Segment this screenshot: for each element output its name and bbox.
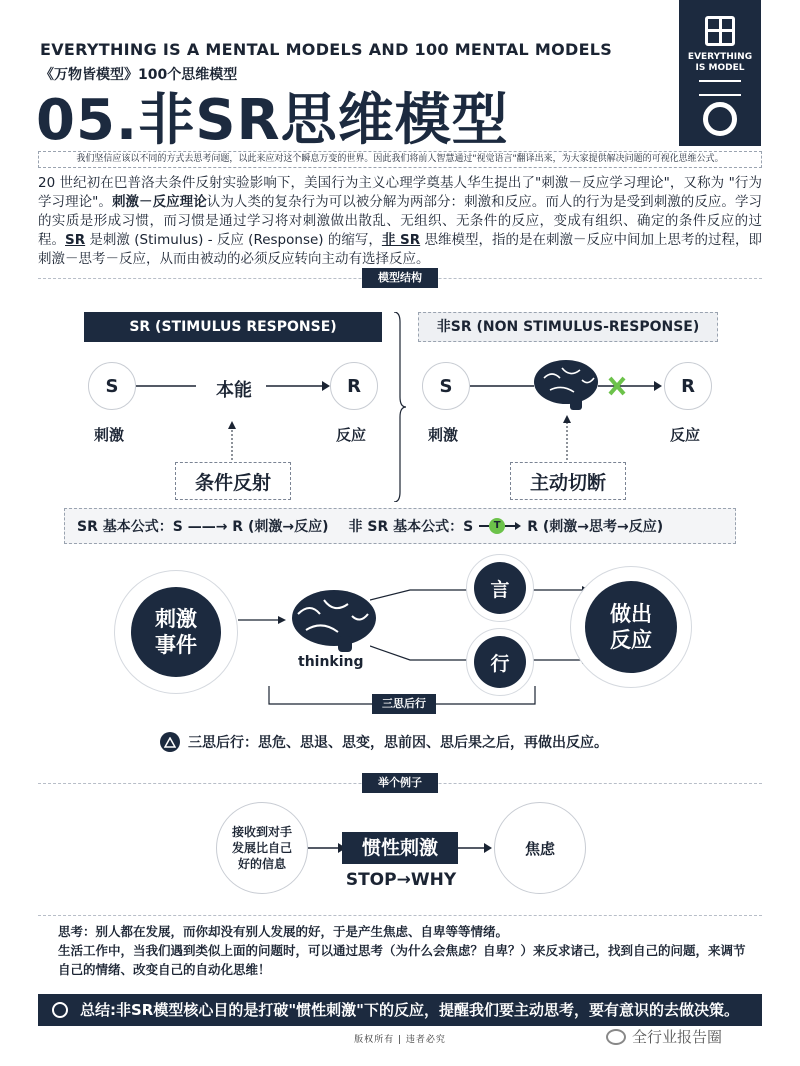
intro-bold-sr: SR: [65, 232, 86, 248]
three-think-note: [160, 732, 608, 752]
nonsr-formula-end: R (刺激→思考→反应): [527, 519, 664, 535]
t-node-icon: T: [489, 518, 505, 534]
nonsr-s-label: S: [439, 375, 453, 397]
nonsr-r-label: R: [681, 375, 695, 397]
speech-node: [474, 562, 526, 614]
event-label: 刺激事件: [155, 607, 197, 657]
action-node: [474, 636, 526, 688]
intro-paragraph: [38, 174, 762, 269]
example-info-node: [216, 802, 308, 894]
chinese-subheading: 《万物皆模型》100个思维模型: [40, 67, 238, 83]
sr-formula: SR 基本公式：S ——→ R (刺激→反应): [77, 519, 329, 535]
brace-icon: [392, 312, 408, 502]
brand-bar-icon: [699, 80, 741, 96]
english-heading: EVERYTHING IS A MENTAL MODELS AND 100 MENTAL MODELS: [40, 40, 613, 59]
brand-logo-icon: [705, 16, 735, 46]
formula-bar: [64, 508, 736, 544]
intro-bold-theory: 刺激－反应理论: [111, 194, 207, 210]
thinking-paragraph: [58, 922, 748, 979]
react-label: 做出反应: [610, 602, 652, 652]
event-node: [131, 587, 221, 677]
t-arrow-head: [515, 522, 521, 530]
three-think-tag: 三思后行: [372, 694, 436, 714]
nonsr-formula-start: 非 SR 基本公式：S: [348, 519, 474, 535]
active-cut-box: [510, 462, 626, 500]
brand-text-line1: EVERYTHING: [687, 52, 753, 62]
nonsr-header: 非SR (NON STIMULUS-RESPONSE): [418, 312, 718, 342]
event-outer-ring: [114, 570, 238, 694]
warning-icon: [160, 732, 180, 752]
intro-text-4: 思维模型，指的是在刺激－反应中间加上思考的过程，即刺激－思考－反应，从而由被动的必须反应转向主动有选择反应。: [38, 232, 763, 267]
speech-label: 言: [490, 578, 510, 601]
t-arrow-line-right: [505, 525, 515, 527]
intro-bold-nonsr: 非 SR: [381, 232, 421, 248]
sr-s-node: [88, 362, 136, 410]
watermark-text: 全行业报告圈: [632, 1028, 723, 1046]
t-node-arrow: [479, 518, 521, 534]
t-arrow-line-left: [479, 525, 489, 527]
divider-thinking: [38, 915, 762, 916]
three-think-text: 三思后行：思危、思退、思变，思前因、思后果之后，再做出反应。: [188, 735, 608, 751]
nonsr-response-label: 反应: [670, 426, 701, 444]
brain-icon: [292, 590, 376, 652]
copyright: 版权所有 | 违者必究: [354, 1035, 446, 1045]
nonsr-brain-flow: [470, 356, 666, 416]
brain-icon: [534, 360, 598, 410]
sr-r-node: [330, 362, 378, 410]
nonsr-r-node: [664, 362, 712, 410]
example-info-label: 接收到对手发展比自己好的信息: [231, 825, 292, 871]
stop-why-label: STOP→WHY: [345, 870, 457, 890]
tagline: 我们坚信应该以不同的方式去思考问题，以此来应对这个瞬息万变的世界。因此我们将前人智慧通过"视觉语言"翻译出来，为大家提供解决问题的可视化思维公式。: [38, 151, 762, 168]
sr-s-label: S: [105, 375, 119, 397]
nonsr-stimulus-label: 刺激: [428, 426, 459, 444]
brand-badge: [679, 0, 761, 146]
summary-bar: [38, 994, 762, 1026]
sr-up-arrow-icon: [226, 420, 238, 464]
speech-outer-ring: [466, 554, 534, 622]
anxiety-node: [494, 802, 586, 894]
react-outer-ring: [570, 566, 692, 688]
conditioned-reflex-label: 条件反射: [194, 471, 271, 494]
brand-text-line2: IS MODEL: [695, 63, 745, 73]
section-label-example: 举个例子: [362, 773, 438, 793]
sr-response-label: 反应: [336, 426, 367, 444]
summary-text: 总结:非SR模型核心目的是打破"惯性刺激"下的反应，提醒我们要主动思考，要有意识的去做决策。: [80, 1001, 739, 1019]
nonsr-s-node: [422, 362, 470, 410]
thinking-label: thinking: [298, 654, 364, 670]
sr-stimulus-label: 刺激: [94, 426, 125, 444]
brand-ring-icon: [703, 102, 737, 136]
sr-r-label: R: [347, 375, 361, 397]
summary-icon: [52, 1002, 68, 1018]
active-cut-label: 主动切断: [529, 471, 606, 494]
intro-text-3: 是刺激 (Stimulus) - 反应 (Response) 的缩写，: [85, 232, 382, 248]
anxiety-label: 焦虑: [524, 839, 555, 858]
sr-header: SR (STIMULUS RESPONSE): [84, 312, 382, 342]
section-label-structure: 模型结构: [362, 268, 438, 288]
intro-text-2: 认为人类的复杂行为可以被分解为两部分：刺激和反应。而人的行为是受到刺激的反应。学习的实质是形成习惯，而习惯是通过学习将对刺激做出散乱、无组织、无条件的反应，变成有组织、确定的条件反应的过程。: [38, 194, 763, 248]
intro-text-1: 20 世纪初在巴普洛夫条件反射实验影响下，美国行为主义心理学奠基人华生提出了"刺激－反应学习理论"，又称为 "行为学习理论"。: [38, 175, 762, 210]
wechat-icon: [606, 1029, 626, 1045]
instinct-label: 本能: [216, 380, 252, 401]
inertia-stimulus-box: 惯性刺激: [342, 832, 458, 864]
react-node: [585, 581, 677, 673]
conditioned-reflex-box: [175, 462, 291, 500]
watermark: [606, 1026, 722, 1047]
page-title: 05.非SR思维模型: [36, 88, 509, 153]
action-label: 行: [490, 652, 510, 675]
thinking-line-2: 生活工作中，当我们遇到类似上面的问题时，可以通过思考（为什么会焦虑？自卑？）来反求诸己，找到自己的问题，来调节自己的情绪、改变自己的自动化思维！: [58, 943, 746, 977]
nonsr-up-arrow-icon: [561, 414, 573, 464]
thinking-line-1: 思考：别人都在发展，而你却没有别人发展的好，于是产生焦虑、自卑等等情绪。: [58, 924, 509, 939]
